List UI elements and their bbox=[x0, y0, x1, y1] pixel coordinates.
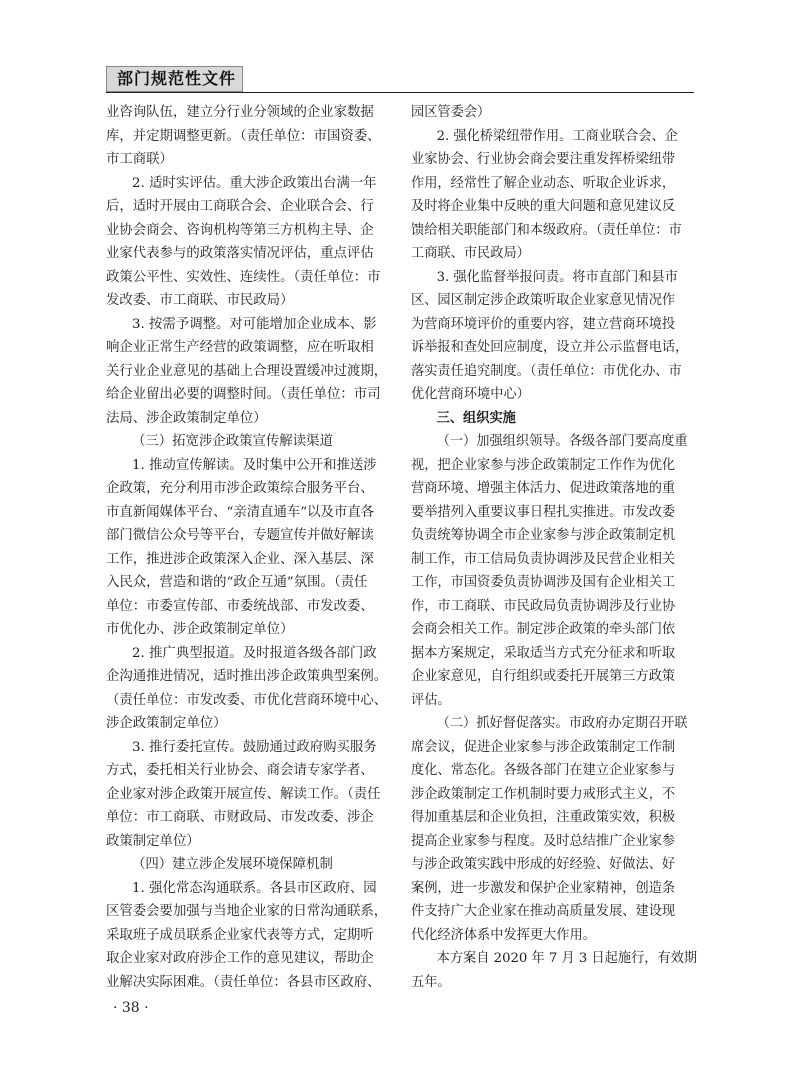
page-number: · 38 · bbox=[113, 1000, 149, 1016]
right-column-text bbox=[411, 101, 698, 994]
text-line: （责任单位：市发改委、市优化营商环境中心、 bbox=[106, 692, 388, 708]
text-line: 馈给相关职能部门和本级政府。（责任单位：市 bbox=[411, 222, 682, 238]
text-line: 企沟通推进情况，适时推出涉企政策典型案例。 bbox=[106, 669, 388, 684]
text-line: 单位：市工商联、市财政局、市发改委、涉企 bbox=[106, 810, 374, 825]
text-line: 区管委会要加强与当地企业家的日常沟通联系， bbox=[106, 904, 388, 919]
text-line: 方式，委托相关行业协会、商会请专家学者、 bbox=[106, 763, 374, 778]
text-line: 3. 按需予调整。对可能增加企业成本、影 bbox=[132, 316, 377, 332]
text-line: 工作，推进涉企政策深入企业、深入基层、深 bbox=[106, 551, 374, 567]
text-line: 响企业正常生产经营的政策调整，应在听取相 bbox=[106, 340, 374, 355]
text-line: 发改委、市工商联、市民政局） bbox=[106, 293, 294, 308]
text-line: 营商环境、增强主体活力、促进政策落地的重 bbox=[411, 481, 676, 496]
text-line: （三）拓宽涉企政策宣传解读渠道 bbox=[132, 434, 333, 449]
text-line: 为营商环境评价的重要内容，建立营商环境投 bbox=[411, 316, 676, 332]
text-line: 园区管委会） bbox=[411, 105, 491, 120]
text-line: 市直新闻媒体平台、“亲清直通车”以及市直各 bbox=[106, 504, 375, 520]
text-line: 3. 强化监督举报问责。将市直部门和县市 bbox=[436, 269, 678, 285]
text-line: 业解决实际困难。（责任单位：各县市区政府、 bbox=[106, 974, 381, 990]
text-line: 件支持广大企业家在推动高质量发展、建设现 bbox=[411, 904, 676, 919]
text-line: 视，把企业家参与涉企政策制定工作作为优化 bbox=[411, 457, 676, 473]
text-line: 取企业家对政府涉企工作的意见建议，帮助企 bbox=[106, 951, 374, 966]
text-line: 2. 推广典型报道。及时报道各级各部门政 bbox=[132, 645, 377, 661]
text-line: 市优化办、涉企政策制定单位） bbox=[106, 622, 294, 637]
text-line: 诉举报和查处回应制度，设立并公示监督电话， bbox=[411, 340, 689, 355]
text-line: 席会议，促进企业家参与涉企政策制定工作制 bbox=[411, 739, 676, 755]
text-line: 2. 适时实评估。重大涉企政策出台满一年 bbox=[132, 175, 377, 191]
text-line: 与涉企政策实践中形成的好经验、好做法、好 bbox=[411, 857, 676, 872]
text-line: 案例，进一步激发和保护企业家精神，创造条 bbox=[411, 880, 676, 896]
text-line: 企业家对涉企政策开展宣传、解读工作。（责任 bbox=[106, 786, 381, 802]
text-line: （四）建立涉企发展环境保障机制 bbox=[132, 857, 333, 872]
text-line: 给企业留出必要的调整时间。（责任单位：市司 bbox=[106, 387, 381, 402]
text-line: 三、组织实施 bbox=[436, 409, 516, 426]
section-label: 部门规范性文件 bbox=[117, 69, 237, 88]
text-line: 企政策，充分利用市涉企政策综合服务平台、 bbox=[106, 481, 374, 496]
text-line: （二）抓好督促落实。市政府办定期召开联 bbox=[436, 716, 688, 731]
text-line: 本方案自 2020 年 7 月 3 日起施行，有效期 bbox=[436, 951, 698, 966]
text-line: 作，市工商联、市民政局负责协调涉及行业协 bbox=[411, 598, 676, 614]
text-line: 市工商联） bbox=[106, 152, 173, 167]
text-line: 及时将企业集中反映的重大问题和意见建议反 bbox=[411, 199, 676, 214]
text-line: 后，适时开展由工商联合会、企业联合会、行 bbox=[106, 199, 374, 214]
text-line: 政策制定单位） bbox=[106, 833, 200, 849]
text-line: 五年。 bbox=[411, 974, 451, 990]
text-line: 负责统筹协调全市企业家参与涉企政策制定机 bbox=[411, 528, 676, 543]
text-line: 部门微信公众号等平台，专题宣传并做好解读 bbox=[106, 528, 374, 543]
text-line: 政策公平性、实效性、连续性。（责任单位：市 bbox=[106, 269, 381, 285]
text-line: 落实责任追究制度。（责任单位：市优化办、市 bbox=[411, 363, 682, 379]
text-line: 3. 推行委托宣传。鼓励通过政府购买服务 bbox=[132, 739, 377, 755]
left-column-text bbox=[106, 101, 392, 994]
text-line: 据本方案规定，采取适当方式充分征求和听取 bbox=[411, 645, 676, 661]
text-line: 采取班子成员联系企业家代表等方式，定期听 bbox=[106, 927, 374, 943]
text-line: 代化经济体系中发挥更大作用。 bbox=[411, 927, 596, 943]
text-line: 单位：市委宣传部、市委统战部、市发改委、 bbox=[106, 598, 374, 614]
text-line: 1. 强化常态沟通联系。各县市区政府、园 bbox=[132, 880, 377, 896]
text-line: 关行业企业意见的基础上合理设置缓冲过渡期， bbox=[106, 363, 388, 379]
text-line: （一）加强组织领导。各级各部门要高度重 bbox=[436, 434, 688, 449]
text-line: 提高企业家参与程度。及时总结推广企业家参 bbox=[411, 833, 676, 849]
text-line: 业咨询队伍，建立分行业分领域的企业家数据 bbox=[106, 105, 374, 120]
text-line: 涉企政策制定工作机制时要力戒形式主义，不 bbox=[411, 786, 676, 802]
text-line: 得加重基层和企业负担，注重政策实效，积极 bbox=[411, 810, 676, 825]
text-line: 工作，市国资委负责协调涉及国有企业相关工 bbox=[411, 575, 676, 590]
text-line: 区、园区制定涉企政策听取企业家意见情况作 bbox=[411, 293, 676, 308]
text-line: 评估。 bbox=[411, 692, 451, 708]
text-line: 制工作，市工信局负责协调涉及民营企业相关 bbox=[411, 551, 676, 567]
text-line: 入民众，营造和谐的“政企互通”氛围。（责任 bbox=[106, 575, 368, 590]
text-line: 要举措列入重要议事日程扎实推进。市发改委 bbox=[411, 504, 676, 520]
text-line: 工商联、市民政局） bbox=[411, 246, 530, 261]
header-rule bbox=[106, 92, 694, 93]
text-line: 1. 推动宣传解读。及时集中公开和推送涉 bbox=[132, 457, 377, 473]
text-line: 法局、涉企政策制定单位） bbox=[106, 410, 267, 426]
text-line: 会商会相关工作。制定涉企政策的牵头部门依 bbox=[411, 622, 676, 637]
text-line: 2. 强化桥梁纽带作用。工商业联合会、企 bbox=[436, 128, 678, 144]
text-line: 业协会商会、咨询机构等第三方机构主导、企 bbox=[106, 222, 374, 238]
text-line: 涉企政策制定单位） bbox=[106, 716, 227, 731]
text-line: 作用，经常性了解企业动态、听取企业诉求， bbox=[411, 175, 676, 191]
text-line: 优化营商环境中心） bbox=[411, 387, 530, 402]
text-line: 企业家意见，自行组织或委托开展第三方政策 bbox=[411, 669, 676, 684]
text-line: 度化、常态化。各级各部门在建立企业家参与 bbox=[411, 763, 676, 778]
text-line: 业家协会、行业协会商会要注重发挥桥梁纽带 bbox=[411, 152, 676, 167]
text-line: 业家代表参与的政策落实情况评估，重点评估 bbox=[106, 246, 374, 261]
right-column bbox=[411, 101, 697, 994]
left-column bbox=[106, 101, 392, 994]
text-line: 库，并定期调整更新。（责任单位：市国资委、 bbox=[106, 128, 381, 144]
